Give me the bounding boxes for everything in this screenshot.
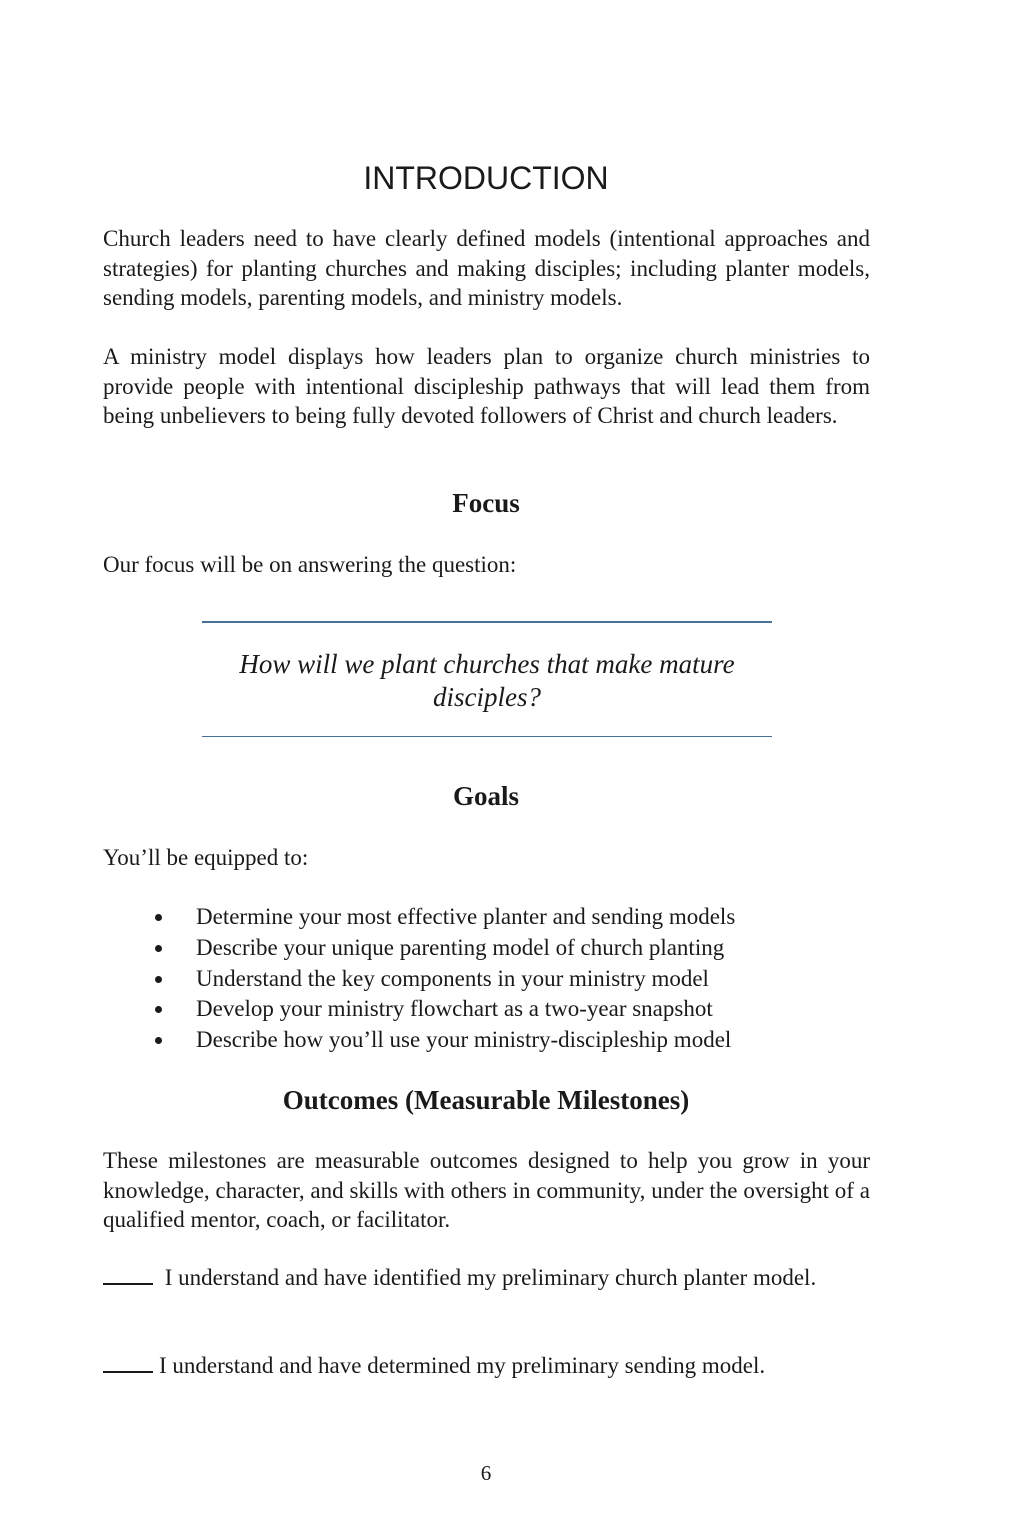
- intro-paragraph-2: A ministry model displays how leaders plan to organize church ministries to provide people with intentional discipleship pathways that will lead them from being unbelievers to being fully devoted followers of Christ and church leaders.: [103, 344, 870, 428]
- goals-lead: You’ll be equipped to:: [103, 845, 309, 870]
- list-item: [155, 1025, 735, 1056]
- milestone-text: I understand and have determined my preliminary sending model.: [159, 1353, 766, 1378]
- bullet-icon: [155, 976, 162, 983]
- goal-text: Develop your ministry flowchart as a two-year snapshot: [196, 996, 713, 1022]
- list-item: [155, 994, 735, 1025]
- goal-text: Understand the key components in your ministry model: [196, 965, 709, 991]
- goal-text: Describe your unique parenting model of church planting: [196, 934, 725, 960]
- page-number: 6: [480, 1461, 492, 1485]
- focus-question: How will we plant churches that make mature disciples?: [239, 649, 735, 712]
- bullet-icon: [155, 1037, 162, 1044]
- list-item: [155, 964, 735, 995]
- goals-list: [155, 902, 735, 1056]
- milestone-1: [103, 1263, 870, 1293]
- bullet-icon: [155, 945, 162, 952]
- bullet-icon: [155, 914, 162, 921]
- list-item: [155, 933, 735, 964]
- bullet-icon: [155, 1006, 162, 1013]
- outcomes-heading: Outcomes (Measurable Milestones): [282, 1085, 690, 1115]
- goal-text: Describe how you’ll use your ministry-discipleship model: [196, 1027, 732, 1053]
- focus-lead: Our focus will be on answering the question:: [103, 552, 517, 577]
- list-item: [155, 902, 735, 933]
- focus-heading: Focus: [452, 488, 520, 518]
- page-title: INTRODUCTION: [363, 160, 609, 196]
- outcomes-lead: These milestones are measurable outcomes designed to help you grow in your knowledge, character, and skills with others in community, under the oversight of a qualified mentor, coach, or facilitator.: [103, 1148, 870, 1232]
- milestone-2: [103, 1351, 870, 1381]
- intro-paragraph-1: Church leaders need to have clearly defined models (intentional approaches and strategies) for planting churches and making disciples; including planter models, sending models, parenting models, and ministry models.: [103, 226, 870, 310]
- goal-text: Determine your most effective planter and sending models: [196, 904, 736, 929]
- quote-top-rule: [202, 621, 772, 623]
- milestone-text: I understand and have identified my preliminary church planter model.: [164, 1265, 817, 1290]
- quote-bottom-rule: [202, 736, 772, 737]
- goals-heading: Goals: [452, 781, 519, 811]
- checkbox-blank-line[interactable]: [103, 1353, 153, 1373]
- checkbox-blank-line[interactable]: [103, 1265, 153, 1285]
